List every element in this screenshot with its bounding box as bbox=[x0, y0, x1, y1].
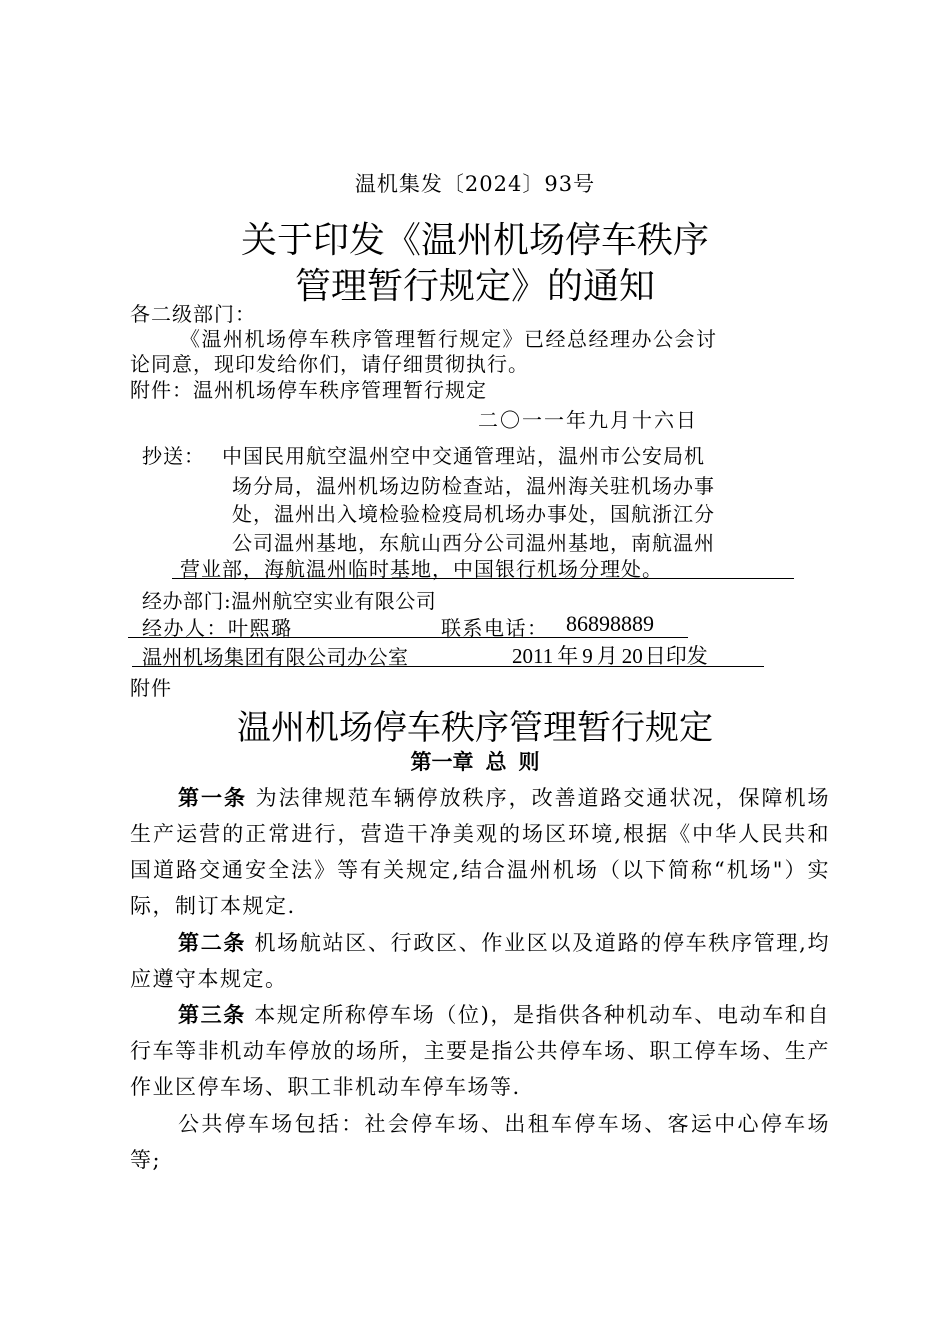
article-1-label: 第一条 bbox=[178, 785, 247, 810]
chapter-heading bbox=[0, 746, 950, 776]
print-month-unit: 月 bbox=[596, 644, 618, 668]
notice-body-line2: 论同意，现印发给你们，请仔细贯彻执行。 bbox=[130, 352, 529, 376]
cc-line3: 处，温州出入境检验检疫局机场办事处，国航浙江分 bbox=[232, 502, 715, 526]
phone-label: 联系电话： bbox=[441, 616, 549, 640]
print-year: 2011 bbox=[512, 644, 554, 668]
cc-line1: 中国民用航空温州空中交通管理站，温州市公安局机 bbox=[222, 444, 705, 468]
chapter-title-part2: 则 bbox=[518, 749, 540, 774]
print-day: 20 bbox=[621, 644, 643, 668]
print-month: 9 bbox=[582, 644, 593, 668]
cc-line4: 公司温州基地，东航山西分公司温州基地，南航温州 bbox=[232, 531, 715, 555]
regulation-title: 温州机场停车秩序管理暂行规定 bbox=[237, 708, 713, 748]
article-1 bbox=[130, 780, 830, 924]
handler-underline bbox=[128, 637, 688, 638]
cc-line5-row bbox=[172, 553, 794, 579]
office-underline bbox=[132, 666, 764, 667]
notice-body-line1: 《温州机场停车秩序管理暂行规定》已经总经理办公会讨 bbox=[180, 327, 718, 351]
attachment-label: 附件 bbox=[130, 676, 172, 700]
handler-name: 经办人：叶熙璐 bbox=[142, 616, 293, 640]
attachment-line: 附件：温州机场停车秩序管理暂行规定 bbox=[130, 378, 487, 402]
article-1-text: 为法律规范车辆停放秩序，改善道路交通状况，保障机场生产运营的正常进行，营造干净美观的场区环境,根据《中华人民共和国道路交通安全法》等有关规定,结合温州机场（以下简称“机场"）实际，制订本规定. bbox=[130, 786, 830, 918]
cc-underline bbox=[172, 578, 794, 579]
paragraph-public-parking: 公共停车场包括：社会停车场、出租车停车场、客运中心停车场等; bbox=[130, 1112, 830, 1172]
cc-line5: 营业部，海航温州临时基地，中国银行机场分理处。 bbox=[180, 557, 663, 581]
cc-label: 抄送： bbox=[142, 444, 205, 468]
article-2-text: 机场航站区、行政区、作业区以及道路的停车秩序管理,均应遵守本规定。 bbox=[130, 931, 830, 991]
document-number: 温机集发〔2024〕93号 bbox=[354, 172, 596, 196]
print-day-unit: 日印发 bbox=[644, 644, 708, 668]
addressee: 各二级部门： bbox=[130, 302, 256, 326]
article-2 bbox=[130, 925, 830, 997]
notice-title-line1: 关于印发《温州机场停车秩序 bbox=[240, 220, 709, 261]
chapter-title-part1: 总 bbox=[485, 749, 507, 774]
notice-title-line2: 管理暂行规定》的通知 bbox=[294, 266, 655, 307]
article-3 bbox=[130, 997, 830, 1105]
chapter-number: 第一章 bbox=[410, 749, 474, 774]
issuing-office: 温州机场集团有限公司办公室 bbox=[142, 645, 409, 669]
handling-department: 经办部门:温州航空实业有限公司 bbox=[142, 589, 437, 613]
article-3-text: 本规定所称停车场（位)，是指供各种机动车、电动车和自行车等非机动车停放的场所，主要是指公共停车场、职工停车场、生产作业区停车场、职工非机动车停车场等. bbox=[130, 1003, 830, 1099]
notice-date: 二〇一一年九月十六日 bbox=[478, 408, 698, 432]
cc-line2: 场分局，温州机场边防检查站，温州海关驻机场办事 bbox=[232, 474, 715, 498]
print-year-unit: 年 bbox=[557, 644, 579, 668]
article-2-label: 第二条 bbox=[178, 930, 247, 955]
phone-number: 86898889 bbox=[566, 611, 654, 636]
article-3-label: 第三条 bbox=[178, 1002, 246, 1027]
